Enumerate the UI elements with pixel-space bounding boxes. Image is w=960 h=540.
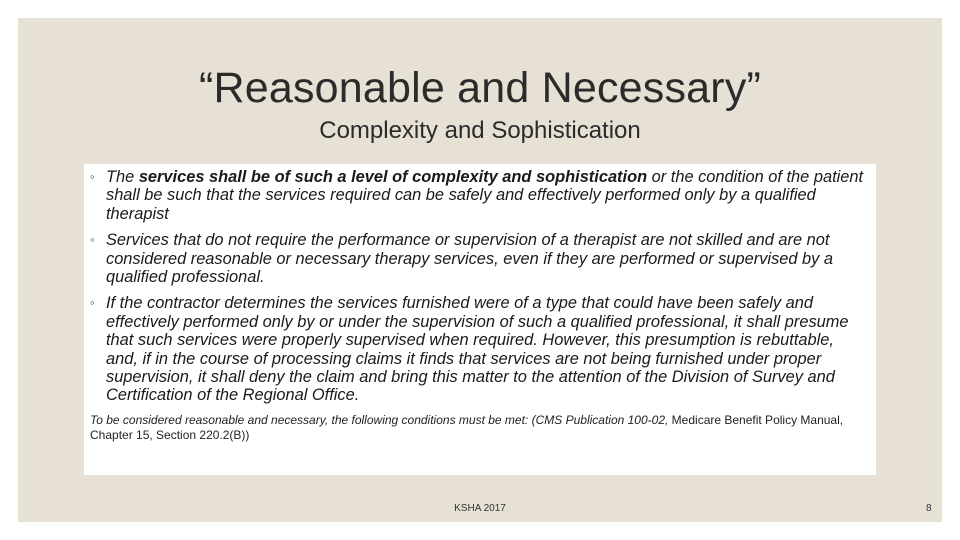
- bullet-item: [90, 231, 870, 286]
- bullet-text: Services that do not require the performance or supervision of a therapist are not skilled and are not considered reasonable or necessary therapy services, even if they are performed or supervised by a qualified professional.: [106, 231, 834, 287]
- citation-note-plain: Medicare Benefit Policy Manual, Chapter 15, Section 220.2(B)): [90, 412, 844, 443]
- citation-note-italic: To be considered reasonable and necessary, the following conditions must be met: (CMS Publication 100-02,: [90, 412, 669, 427]
- slide-title: “Reasonable and Necessary”: [198, 64, 762, 112]
- bullet-marker: ◦: [90, 295, 95, 311]
- bullet-text: If the contractor determines the services furnished were of a type that could have been safely and effectively performed only by or under the supervision of such a qualified professional, it shall presume that such services were properly supervised when required. However, this presumption is rebuttable, and, if in the course of processing claims it finds that services are not being furnished under proper supervision, it shall deny the claim and bring this matter to the attention of the Division of Survey and Certification of the Regional Office.: [106, 294, 849, 405]
- bullet-text-rest: or the condition of the patient shall be such that the services required can be safely and effectively performed only by a qualified therapist: [106, 168, 864, 223]
- citation-note: [90, 413, 870, 444]
- bullet-item: [90, 168, 870, 223]
- bullet-item: [90, 294, 870, 404]
- bullet-text-bold: services shall be of such a level of complexity and sophistication: [138, 168, 648, 186]
- footer-text: KSHA 2017: [454, 503, 506, 514]
- slide-subtitle: Complexity and Sophistication: [319, 117, 641, 144]
- page-number: 8: [926, 503, 932, 514]
- bullet-text-lead: The: [106, 168, 139, 186]
- content-box: [84, 164, 876, 475]
- bullet-list: [90, 168, 870, 405]
- bullet-marker: ◦: [90, 169, 95, 184]
- bullet-marker: ◦: [90, 232, 95, 248]
